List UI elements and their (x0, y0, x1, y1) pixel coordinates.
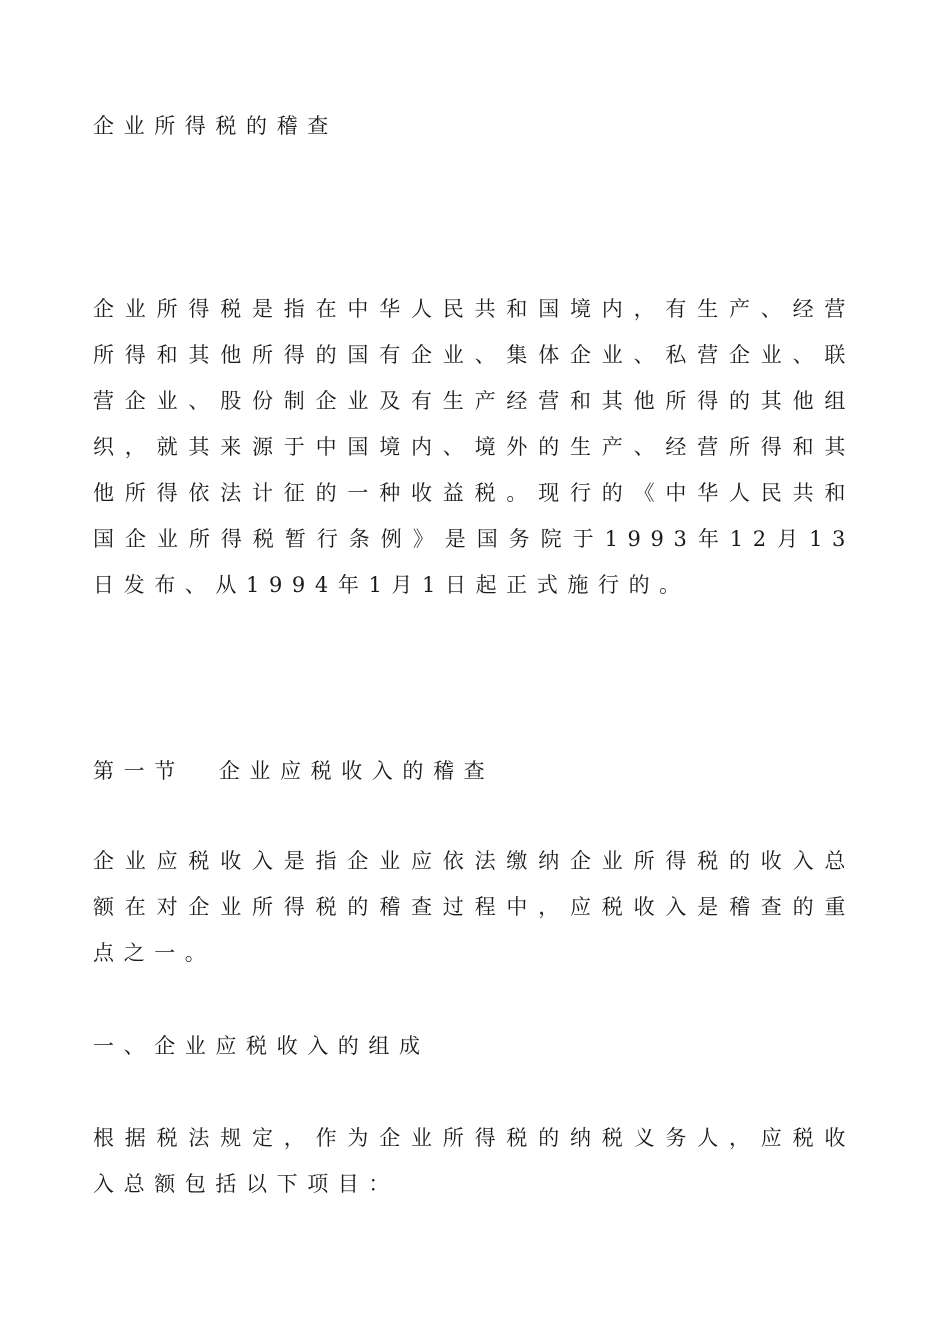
section-title: 企业应税收入的稽查 (218, 759, 495, 783)
intro-paragraph: 企业所得税是指在中华人民共和国境内，有生产、经营所得和其他所得的国有企业、集体企业、私营企业、联营企业、股份制企业及有生产经营和其他所得的其他组织，就其来源于中国境内、境外的生产、经营所得和其他所得依法计征的一种收益税。现行的《中华人民共和国企业所得税暂行条例》是国务院于1993年12月13日发布、从1994年1月1日起正式施行的。 (93, 297, 855, 597)
section-heading (93, 748, 855, 794)
section-number: 第一节 (93, 759, 185, 783)
document-title: 企业所得税的稽查 (93, 114, 338, 138)
subsection-paragraph: 根据税法规定，作为企业所得税的纳税义务人，应税收入总额包括以下项目： (93, 1126, 855, 1196)
subsection-heading: 一、企业应税收入的组成 (93, 1034, 430, 1058)
section-paragraph: 企业应税收入是指企业应依法缴纳企业所得税的收入总额在对企业所得税的稽查过程中，应税收入是稽查的重点之一。 (93, 849, 855, 965)
